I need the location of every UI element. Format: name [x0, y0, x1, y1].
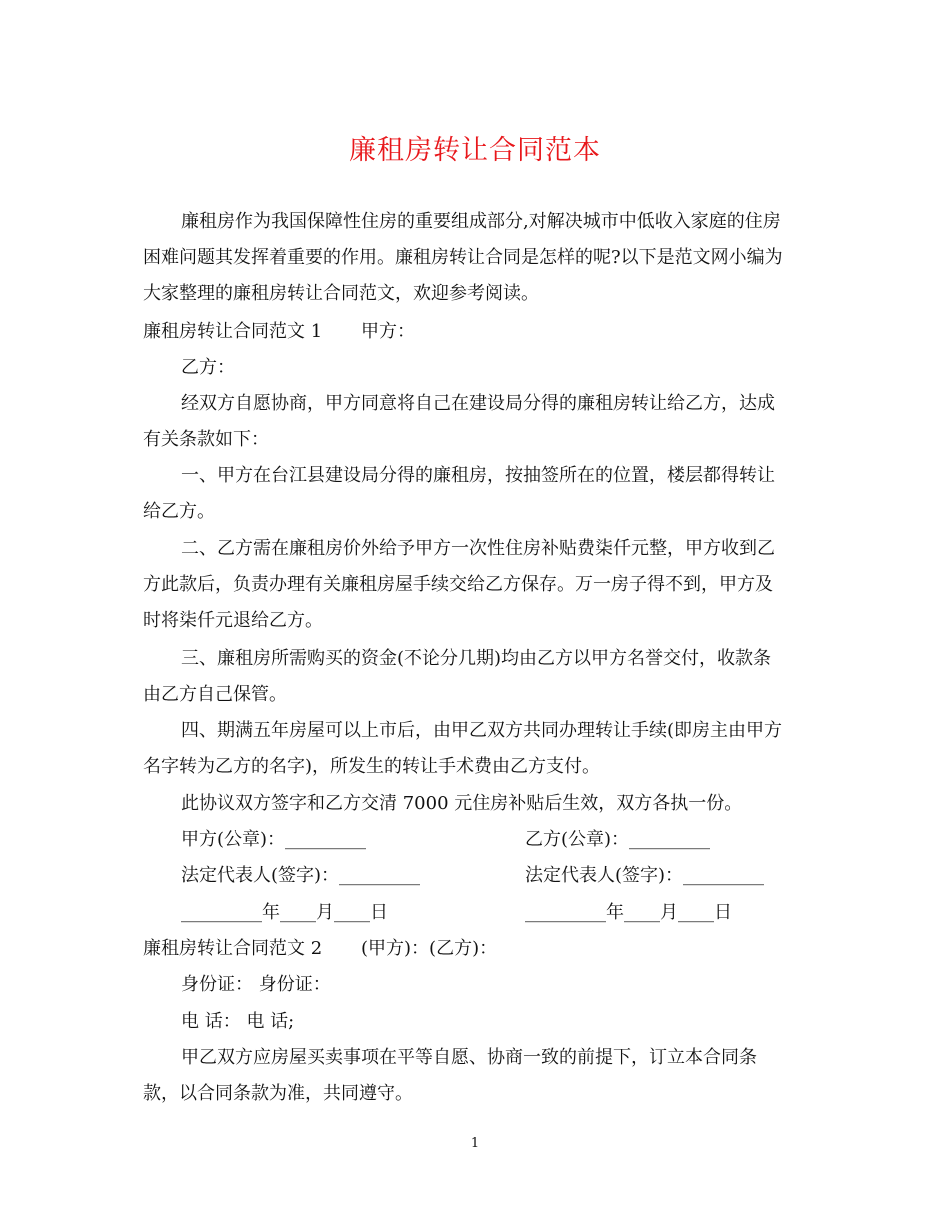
signature-party-b-seal: 乙方(公章)：_________ [525, 829, 711, 850]
clause1-line-2: 给乙方。 [143, 501, 215, 522]
signature-party-b-rep: 法定代表人(签字)：_________ [525, 865, 765, 886]
sample1-preamble-line-2: 有关条款如下： [143, 429, 269, 450]
sample2-parties: (甲方)：(乙方)： [361, 938, 498, 959]
sample2-id-line: 身份证： 身份证： [181, 974, 331, 995]
sample2-body-line-2: 款，以合同条款为准，共同遵守。 [143, 1083, 413, 1104]
clause3-line-1: 三、廉租房所需购买的资金(不论分几期)均由乙方以甲方名誉交付，收款条 [181, 648, 772, 669]
clause1-line-1: 一、甲方在台江县建设局分得的廉租房，按抽签所在的位置，楼层都得转让 [181, 465, 775, 486]
page-number: 1 [470, 1136, 480, 1151]
sample1-party-b: 乙方： [181, 357, 235, 378]
clause2-line-1: 二、乙方需在廉租房价外给予甲方一次性住房补贴费柒仟元整，甲方收到乙 [181, 538, 775, 559]
sample2-heading: 廉租房转让合同范文 2 [143, 938, 323, 959]
intro-line-2: 困难问题其发挥着重要的作用。廉租房转让合同是怎样的呢?以下是范文网小编为 [143, 247, 783, 268]
clause2-line-3: 时将柒仟元退给乙方。 [143, 610, 323, 631]
effect-clause: 此协议双方签字和乙方交清 7000 元住房补贴后生效，双方各执一份。 [181, 793, 743, 814]
intro-line-1: 廉租房作为我国保障性住房的重要组成部分,对解决城市中低收入家庭的住房 [181, 211, 781, 232]
signature-party-a-rep: 法定代表人(签字)：_________ [181, 865, 421, 886]
document-title: 廉租房转让合同范本 [349, 135, 601, 166]
intro-line-3: 大家整理的廉租房转让合同范文，欢迎参考阅读。 [143, 283, 539, 304]
date-party-b: _________年____月____日 [525, 902, 732, 923]
date-party-a: _________年____月____日 [181, 902, 388, 923]
clause2-line-2: 方此款后，负责办理有关廉租房屋手续交给乙方保存。万一房子得不到，甲方及 [143, 574, 773, 595]
sample1-preamble-line-1: 经双方自愿协商，甲方同意将自己在建设局分得的廉租房转让给乙方，达成 [181, 393, 775, 414]
sample1-heading: 廉租房转让合同范文 1 [143, 321, 323, 342]
clause4-line-1: 四、期满五年房屋可以上市后，由甲乙双方共同办理转让手续(即房主由甲方 [181, 720, 783, 741]
sample1-party-a: 甲方： [361, 321, 415, 342]
sample2-phone-line: 电 话： 电 话; [181, 1011, 295, 1032]
sample2-body-line-1: 甲乙双方应房屋买卖事项在平等自愿、协商一致的前提下，订立本合同条 [181, 1047, 757, 1068]
clause3-line-2: 由乙方自己保管。 [143, 684, 287, 705]
clause4-line-2: 名字转为乙方的名字)，所发生的转让手术费由乙方支付。 [143, 756, 601, 777]
signature-party-a-seal: 甲方(公章)：_________ [181, 829, 367, 850]
